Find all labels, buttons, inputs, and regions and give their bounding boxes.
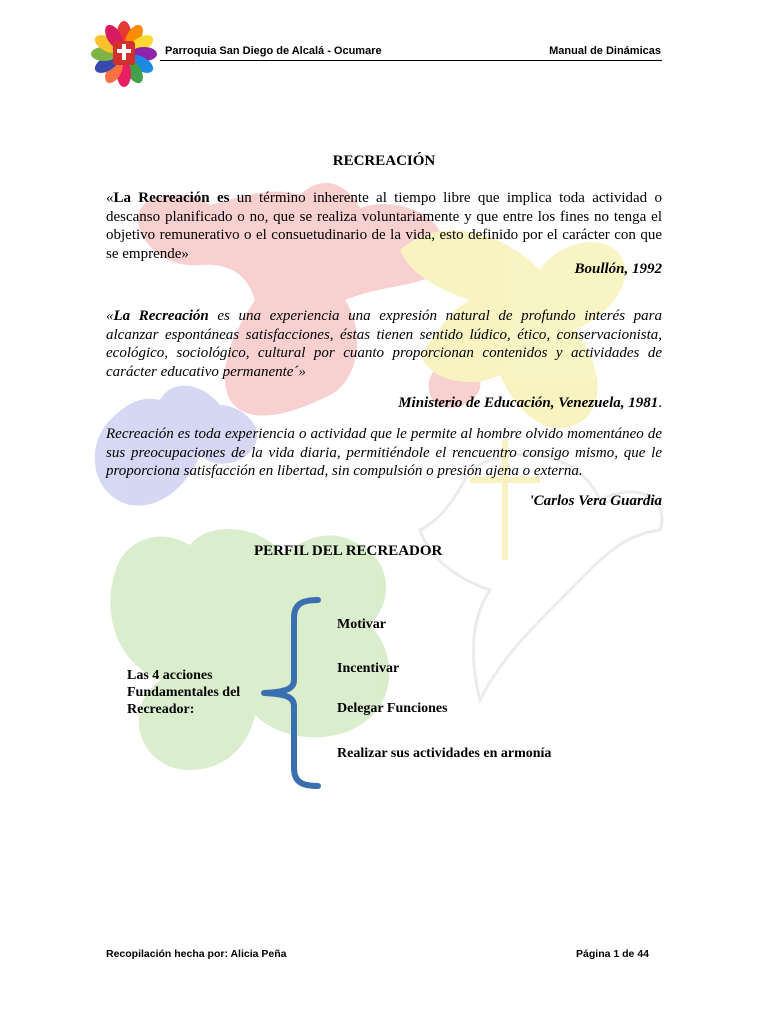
quote-vera-guardia: Recreación es toda experiencia o actividad que le permite al hombre olvido momentáneo de sus preocupaciones de la vida diaria, permitiéndole el rencuentro consigo mismo, que le proporciona satisfacción en libertad, sin compulsión o presión ajena o externa. [106, 426, 662, 479]
curly-brace-icon [260, 596, 324, 790]
quote-lead-term: La Recreación [113, 308, 209, 324]
footer-page-number: Página 1 de 44 [576, 948, 649, 960]
quote-body: es una experiencia una expresión natural de profundo interés para alcanzar espontáneas satisfacciones, éstas tienen sentido lúdico, ético, conservacionista, ecológico, sociológico, cultural por cuanto proporcionan contenidos y actividades de carácter educativo permanente´» [106, 308, 663, 380]
attribution-boullon: Boullón, 1992 [574, 261, 662, 277]
parish-flower-logo-icon [88, 18, 160, 90]
watermark-green-shape [110, 529, 389, 770]
header-rule [160, 60, 662, 61]
header-manual-title: Manual de Dinámicas [549, 45, 661, 57]
header-parish-name: Parroquia San Diego de Alcalá - Ocumare [165, 45, 382, 57]
attribution-vera-guardia: 'Carlos Vera Guardia [529, 493, 662, 509]
quote-ministerio [106, 307, 662, 381]
quote-body: un término inherente al tiempo libre que implica toda actividad o descanso planificado o no, que se realiza voluntariamente y que entre los fines no tenga el objetivo remunerativo o el consuetudinario de la vida, esto definido por el carácter con que se emprende» [106, 190, 662, 262]
attribution-ministerio [398, 395, 662, 412]
footer-compiler: Recopilación hecha por: Alicia Peña [106, 948, 287, 960]
quote-lead-term: La Recreación es [113, 190, 230, 206]
action-item-motivar: Motivar [337, 617, 386, 632]
quote-boullon [106, 189, 662, 263]
action-item-armonia: Realizar sus actividades en armonía [337, 746, 552, 761]
action-item-delegar: Delegar Funciones [337, 701, 448, 716]
actions-label: Las 4 acciones Fundamentales del Recreador: [127, 668, 241, 717]
section-title-recreacion: RECREACIÓN [332, 153, 436, 169]
attribution-text: Ministerio de Educación, Venezuela, 1981 [398, 395, 659, 411]
quote-open-mark: « [106, 308, 114, 324]
attribution-period: . [658, 395, 662, 411]
action-item-incentivar: Incentivar [337, 661, 400, 676]
section-title-perfil: PERFIL DEL RECREADOR [254, 543, 443, 559]
quote-open-mark: « [106, 190, 114, 206]
watermark-dove-outline [420, 454, 662, 700]
